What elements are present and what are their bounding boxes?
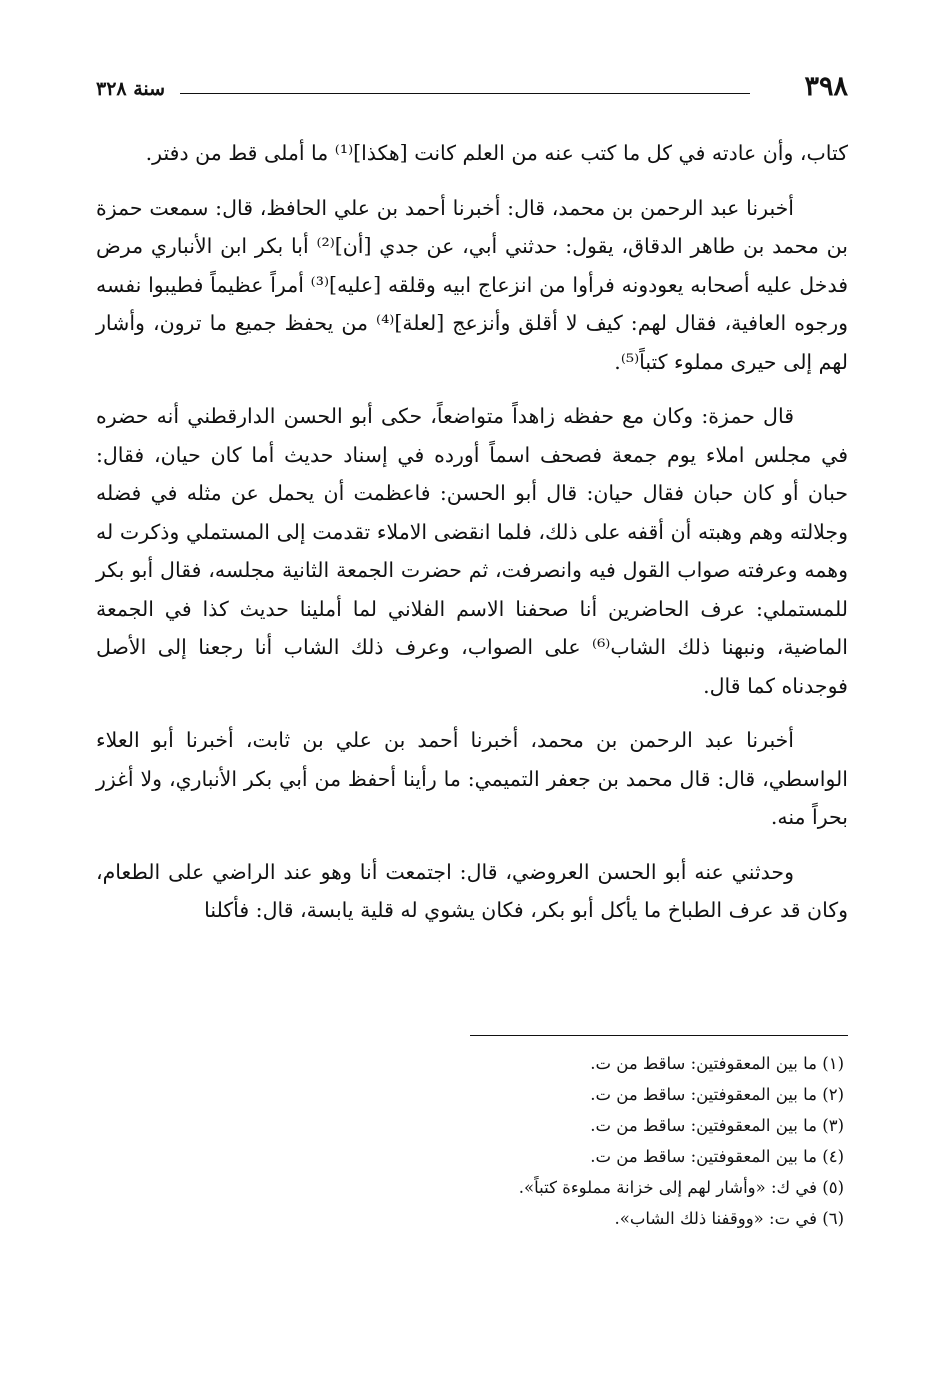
page-number: ٣٩٨ xyxy=(804,71,848,102)
main-text xyxy=(96,134,848,946)
footnote: (٥) في ك: «وأشار لهم إلى خزانة مملوءة كتباً». xyxy=(518,1178,844,1197)
paragraph: أخبرنا عبد الرحمن بن محمد، أخبرنا أحمد بن علي بن ثابت، أخبرنا أبو العلاء الواسطي، قال: قال محمد بن جعفر التميمي: ما رأينا أحفظ من أبي بكر الأنباري، ولا أغزر بحراً منه. xyxy=(96,728,848,829)
footnotes xyxy=(96,1048,848,1234)
paragraph: وحدثني عنه أبو الحسن العروضي، قال: اجتمعت أنا وهو عند الراضي على الطعام، وكان قد عرف الطباخ ما يأكل أبو بكر، فكان يشوي له قلية يابسة، قال: فأكلنا xyxy=(96,859,848,922)
page-header xyxy=(96,68,848,108)
footnote: (٦) في ت: «ووقفنا ذلك الشاب». xyxy=(614,1209,844,1228)
header-rule xyxy=(180,93,750,94)
footnote: (١) ما بين المعقوفتين: ساقط من ت. xyxy=(590,1054,844,1073)
paragraph: كتاب، وأن عادته في كل ما كتب عنه من العلم كانت [هكذا]⁽¹⁾ ما أملى قط من دفتر. xyxy=(145,141,848,165)
paragraph: قال حمزة: وكان مع حفظه زاهداً متواضعاً، حكى أبو الحسن الدارقطني أنه حضره في مجلس املاء يوم جمعة فصحف اسماً أورده في إسناد حديث أما كان حيان، فقال: حبان أو كان حبان فقال حيان: قال أبو الحسن: فاعظمت أن يحمل عن مثله في فضله وجلالته وهم وهبته أن أقفه على ذلك، فلما انقضى الاملاء تقدمت إلى المستملي وذكرت له وهمه وعرفته صواب القول فيه وانصرفت، ثم حضرت الجمعة الثانية مجلسه، فقال أبو بكر للمستملي: عرف الحاضرين أنا صحفنا الاسم الفلاني لما أملينا حديث كذا في الجمعة الماضية، ونبهنا ذلك الشاب⁽⁶⁾ على الصواب، وعرف ذلك الشاب أنا رجعنا إلى الأصل فوجدناه كما قال. xyxy=(96,404,848,698)
paragraph: أخبرنا عبد الرحمن بن محمد، قال: أخبرنا أحمد بن علي الحافظ، قال: سمعت حمزة بن محمد بن طاهر الدقاق، يقول: حدثني أبي، عن جدي [أن]⁽²⁾ أبا بكر ابن الأنباري مرض فدخل عليه أصحابه يعودونه فرأوا من انزعاج ابيه وقلقه [عليه]⁽³⁾ أمراً عظيماً فطيبوا نفسه ورجوه العافية، فقال لهم: كيف لا أقلق وأنزعج [لعلة]⁽⁴⁾ من يحفظ جميع ما ترون، وأشار لهم إلى حيرى مملوء كتباً⁽⁵⁾. xyxy=(96,195,848,374)
footnote-separator xyxy=(470,1035,848,1036)
footnote: (٣) ما بين المعقوفتين: ساقط من ت. xyxy=(590,1116,844,1135)
footnote: (٢) ما بين المعقوفتين: ساقط من ت. xyxy=(590,1085,844,1104)
running-head: سنة ٣٢٨ xyxy=(96,78,166,100)
footnote: (٤) ما بين المعقوفتين: ساقط من ت. xyxy=(590,1147,844,1166)
